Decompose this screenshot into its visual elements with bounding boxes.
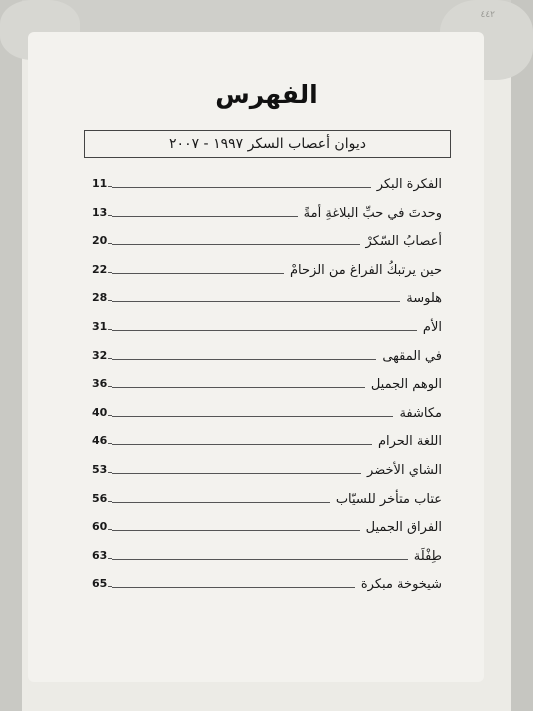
toc-entry-title: الفراق الجميل <box>365 520 442 536</box>
toc-entry <box>92 252 442 280</box>
toc-leader-line <box>112 187 371 188</box>
toc-page-number: 56 <box>92 491 108 505</box>
toc-entry <box>92 509 442 537</box>
toc-page-number: 53 <box>92 463 108 476</box>
toc-entry-title: هلوسة <box>406 291 442 307</box>
toc-page-number: 13 <box>92 205 108 219</box>
toc-leader-line <box>112 416 393 417</box>
toc-page-number: 31 <box>92 320 108 333</box>
toc-leader-line <box>112 387 365 388</box>
toc-page-number: 36 <box>92 377 108 391</box>
toc-page-number: 22 <box>92 262 108 276</box>
toc-entry <box>92 195 442 223</box>
toc-entry-title: مكاشفة <box>399 405 442 421</box>
toc-entry <box>92 395 442 423</box>
toc-entry-title: عتاب متأخر للسيّاب <box>335 491 442 507</box>
toc-entry-title: وحدتَ في حبِّ البلاغةِ أمةً <box>303 205 442 221</box>
toc-entry <box>92 452 442 480</box>
toc-leader-line <box>112 244 360 245</box>
toc-entry <box>92 481 442 509</box>
toc-entry <box>92 538 442 566</box>
toc-leader-line <box>112 559 408 560</box>
toc-entry <box>92 338 442 366</box>
toc-entry <box>92 309 442 337</box>
toc-leader-line <box>112 330 417 331</box>
toc-page-number: 20 <box>92 234 108 248</box>
toc-entry-title: في المقهى <box>382 348 442 364</box>
toc-entry-title: الوهم الجميل <box>370 377 442 393</box>
toc-entry-title: أعصابُ السّكرْ <box>365 234 442 250</box>
toc-leader-line <box>112 502 330 503</box>
toc-entry-title: الفكرة البكر <box>376 177 442 192</box>
toc-leader-line <box>112 587 355 588</box>
toc-leader-line <box>112 216 298 217</box>
toc-entry-title: طِفْلَة <box>413 548 442 564</box>
toc-entry-title: الأم <box>422 320 442 335</box>
toc-page-number: 65 <box>92 577 108 591</box>
toc-entry <box>92 366 442 394</box>
section-heading-text: ديوان أعصاب السكر ١٩٩٧ - ٢٠٠٧ <box>169 136 366 152</box>
toc-leader-line <box>112 530 360 531</box>
toc-page-number: 40 <box>92 405 108 419</box>
toc-entry-title: اللغة الحرام <box>377 434 442 450</box>
toc-entry <box>92 223 442 251</box>
toc-leader-line <box>112 273 284 274</box>
toc-page-number: 63 <box>92 548 108 562</box>
toc-page-number: 46 <box>92 434 108 448</box>
toc-entry <box>92 280 442 308</box>
toc-page-number: 32 <box>92 348 108 362</box>
toc-entry-title: شيخوخة مبكرة <box>360 577 442 593</box>
toc-entry <box>92 166 442 194</box>
toc-entry-title: حين يرتبكُ الفراغ من الزحامْ <box>289 262 442 278</box>
toc-page-number: 60 <box>92 520 108 534</box>
toc-entry <box>92 423 442 451</box>
toc-entry-title: الشاي الأخضر <box>367 463 442 478</box>
toc-leader-line <box>112 301 400 302</box>
toc-entry <box>92 566 442 594</box>
page-title: الفهرس <box>215 80 318 109</box>
toc-page-number: 11 <box>92 177 108 190</box>
toc-page-number: 28 <box>92 291 108 305</box>
toc-leader-line <box>112 359 376 360</box>
page-number: ٤٤٢ <box>480 10 495 20</box>
toc-leader-line <box>112 473 361 474</box>
toc-leader-line <box>112 444 372 445</box>
